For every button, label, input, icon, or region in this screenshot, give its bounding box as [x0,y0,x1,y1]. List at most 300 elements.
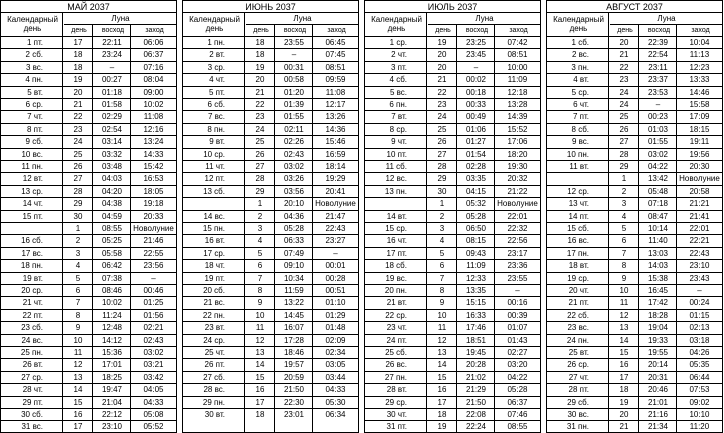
moon-day-cell: 3 [621,199,627,209]
moon-day-cell: 14 [73,385,83,395]
moonset-cell: 16:59 [325,149,346,159]
moonset-cell: 22:01 [507,211,528,221]
moonrise-cell: 01:39 [283,100,305,109]
moonset-cell: 08:51 [325,62,346,72]
calendar-day-cell: 16 вс. [567,236,589,246]
moon-day-cell: 6 [257,261,263,271]
calendar-day-cell: 24 пн. [566,335,589,345]
calendar-day-cell: 22 пт. [22,310,43,320]
moon-day-cell: 23 [437,100,447,109]
header-moon: Луна [246,13,359,25]
moon-day-cell: 6 [75,286,81,295]
moonrise-cell: 20:28 [465,360,487,370]
moonset-cell: 10:10 [689,410,710,419]
moon-day-cell: 7 [621,248,627,258]
moon-day-cell: 12 [619,310,629,320]
moonrise-cell: 23:01 [283,410,305,419]
table-row [183,371,358,383]
moon-day-cell: 25 [437,124,447,134]
table-row [1,98,176,110]
moonrise-cell: 07:18 [647,199,669,209]
moonset-cell: 13:33 [689,75,710,85]
moonrise-cell: 03:35 [465,174,487,184]
moonset-cell: 22:01 [689,224,710,233]
moonrise-cell: 03:32 [101,149,123,159]
moonrise-cell: 08:47 [647,211,669,221]
moonset-cell: 06:34 [325,410,346,419]
moon-day-cell: 27 [619,137,629,147]
moonset-cell: 01:15 [689,310,710,320]
month-title: АВГУСТ 2037 [546,0,723,13]
moonrise-cell: 02:43 [283,149,305,159]
calendar-day-cell: 7 чт. [27,112,43,122]
moonrise-cell: – [473,62,479,72]
moonset-cell: 06:37 [507,397,528,407]
calendar-day-cell: 14 чт. [22,199,43,209]
moon-day-cell: 10 [437,310,447,320]
moonset-cell: 06:06 [143,38,164,47]
moonrise-cell: 11:24 [102,310,122,320]
moonrise-cell: 08:15 [465,236,487,246]
moonset-cell: 05:28 [507,385,528,395]
moonrise-cell: 07:38 [101,273,123,283]
moonset-cell: 06:44 [689,372,710,382]
moonrise-cell: 21:50 [465,397,487,407]
moon-day-cell: 27 [437,149,447,159]
moon-day-cell: 24 [437,112,447,122]
table-row [183,284,358,296]
header-moon-day: день [71,27,87,34]
table-row [547,296,722,308]
moonrise-cell: 01:58 [101,100,123,109]
calendar-day-cell: 3 пн. [571,62,589,72]
table-row [1,247,176,259]
moonrise-cell: 02:11 [284,124,304,134]
moon-day-cell: 23 [619,75,629,85]
month-column [0,0,177,433]
moonset-cell: 15:42 [143,162,164,171]
moon-day-cell: 9 [621,273,627,283]
moonrise-cell: 02:54 [101,124,123,134]
moon-day-cell: 28 [255,174,265,184]
moonrise-cell: 04:03 [101,174,123,184]
moonset-cell: Новолуние [133,224,174,233]
calendar-day-cell: 9 вт. [209,137,225,147]
header-moon: Луна [64,13,177,25]
moonset-cell: 08:04 [143,75,164,85]
table-row [1,334,176,346]
table-row [365,383,540,395]
moon-day-cell: 29 [73,199,83,209]
calendar-day-cell: 23 вс. [567,323,589,333]
moonrise-cell: 13:35 [465,286,487,295]
moonset-cell: 07:16 [143,62,164,72]
moonrise-cell: 04:20 [101,186,123,196]
moonset-cell: 07:53 [689,385,710,395]
header-moon-day: день [435,27,451,34]
moonrise-cell: 17:42 [647,298,669,308]
calendar-day-cell: 15 сб. [567,224,589,233]
moonset-cell: 20:30 [689,162,710,171]
table-row [365,284,540,296]
table-row [365,172,540,184]
calendar-day-cell: 19 вс. [385,273,407,283]
moonrise-cell: 21:50 [283,385,305,395]
moonset-cell: 02:09 [325,335,346,345]
moon-day-cell: 4 [621,211,627,221]
calendar-day-cell: 27 ср. [21,372,43,382]
table-row [1,210,176,222]
moonset-cell: 22:43 [689,248,710,258]
table-row [1,123,176,135]
table-row [365,148,540,160]
calendar-day-cell: 20 чт. [568,286,589,295]
moonset-cell: 03:05 [325,360,346,370]
moonrise-cell: 19:45 [465,348,487,357]
calendar-day-cell: 30 сб. [21,410,43,419]
moonset-cell: 11:08 [143,112,164,122]
column-header [364,13,541,36]
moonset-cell: 08:51 [507,50,528,60]
moon-day-cell: 23 [255,112,265,122]
column-divider [426,13,427,433]
calendar-day-cell: 2 вт. [209,50,225,60]
month-title: ИЮНЬ 2037 [182,0,359,13]
moonset-cell: 20:32 [507,174,528,184]
table-row [547,86,722,98]
moon-day-cell: 3 [75,248,81,258]
moonrise-cell: 04:22 [647,162,669,171]
calendar-day-cell: 10 пн. [566,149,589,159]
calendar-day-cell: 18 вт. [568,261,589,271]
moon-day-cell: 5 [75,273,81,283]
moonrise-cell: 19:57 [283,360,305,370]
moon-day-cell: 30 [73,211,83,221]
moon-day-cell: 13 [255,348,265,357]
table-row [365,321,540,333]
table-row [1,172,176,184]
calendar-day-cell: 17 пн. [566,248,589,258]
moon-day-cell: 2 [439,211,445,221]
calendar-day-cell: 30 вс. [567,410,589,419]
table-row [183,383,358,395]
rows-body [182,36,359,433]
table-row [183,36,358,48]
moon-day-cell: 7 [257,273,263,283]
table-row [183,48,358,60]
moonrise-cell: 05:32 [465,199,487,209]
moonrise-cell: 01:55 [283,112,305,122]
table-row [1,110,176,122]
moonset-cell: 01:43 [507,335,528,345]
table-row [183,110,358,122]
table-row [183,358,358,370]
moonset-cell: 18:20 [507,149,528,159]
moon-day-cell: 4 [439,236,445,246]
moonset-cell: – [515,286,520,295]
calendar-day-cell: 19 ср. [567,273,589,283]
calendar-day-cell: 10 ср. [203,149,225,159]
moonrise-cell: 06:50 [465,224,487,233]
rows-body [0,36,177,433]
moon-day-cell: 12 [255,335,265,345]
moonset-cell: 04:33 [325,385,346,395]
moonrise-cell: 03:56 [283,186,305,196]
moonrise-cell: 01:18 [101,87,123,97]
calendar-day-cell: 10 вс. [21,149,43,159]
moonset-cell: 15:58 [689,100,710,109]
moonrise-cell: 18:51 [465,335,487,345]
table-row [1,222,176,234]
table-row [547,222,722,234]
calendar-day-cell: 17 вс. [21,248,43,258]
moonset-cell: 01:48 [325,323,346,333]
moonset-cell: 12:23 [689,62,710,72]
moon-day-cell: 30 [437,186,447,196]
table-row [547,234,722,246]
table-row [1,309,176,321]
moon-day-cell: 22 [437,87,447,97]
moon-day-cell: 8 [439,286,445,295]
moonrise-cell: 22:08 [465,410,487,419]
calendar-day-cell: 4 вт. [573,75,589,85]
table-row [365,309,540,321]
moon-day-cell: 26 [437,137,447,147]
table-row [547,259,722,271]
moonrise-cell: 15:36 [101,348,123,357]
moon-day-cell: 13 [437,348,447,357]
moon-day-cell: 20 [437,62,447,72]
calendar-day-cell: 20 сб. [203,286,225,295]
header-calendar-day: Календарный день [189,15,240,33]
moonset-cell: 18:05 [143,186,164,196]
table-row [547,334,722,346]
moonrise-cell: 17:28 [283,335,305,345]
moonset-cell: 04:22 [507,372,528,382]
moon-day-cell: 20 [619,410,629,419]
moonrise-cell: 22:11 [102,38,122,47]
moon-day-cell: 21 [437,75,447,85]
moonrise-cell: 02:26 [283,137,305,147]
calendar-day-cell: 22 сб. [567,310,589,320]
table-row [365,185,540,197]
table-row [183,309,358,321]
calendar-day-cell: 23 сб. [21,323,43,333]
moon-day-cell: 19 [437,38,447,47]
moonset-cell: 14:36 [325,124,346,134]
table-row [365,98,540,110]
moon-day-cell: 28 [73,186,83,196]
moonset-cell: 21:22 [507,186,528,196]
moon-day-cell: 3 [257,224,263,233]
calendar-day-cell: 13 сб. [203,186,225,196]
table-row [365,160,540,172]
calendar-day-cell: 16 вт. [204,236,225,246]
moonrise-cell: 19:33 [647,335,669,345]
table-row [365,110,540,122]
moon-day-cell: 16 [73,410,83,419]
moonset-cell: 12:18 [507,87,528,97]
calendar-day-cell: 3 ср. [207,62,225,72]
moon-day-cell: 20 [437,50,447,60]
moon-day-cell: 11 [437,323,447,333]
moon-day-cell: 29 [437,174,447,184]
moon-day-cell: 19 [619,397,629,407]
moon-day-cell: 11 [619,298,629,308]
moonset-cell: 02:43 [143,335,164,345]
moonset-cell: 21:41 [689,211,710,221]
moonrise-cell: 02:29 [101,112,123,122]
moonset-cell: 05:08 [143,410,164,419]
calendar-day-cell: 22 ср. [385,310,407,320]
moonrise-cell: 16:45 [647,286,669,295]
moonrise-cell: 01:54 [465,149,487,159]
moonrise-cell: 06:42 [101,261,123,271]
moon-day-cell: 26 [619,124,629,134]
header-calendar-day: Календарный день [7,15,58,33]
table-row [547,48,722,60]
moonset-cell: 23:10 [689,261,710,271]
moonrise-cell: 10:14 [647,224,669,233]
calendar-day-cell: 18 сб. [385,261,407,271]
moonset-cell: 14:33 [143,149,164,159]
table-row [547,61,722,73]
table-row [1,135,176,147]
moonrise-cell: 11:59 [284,286,304,295]
moonset-cell: – [333,248,338,258]
table-row [1,197,176,209]
table-row [1,371,176,383]
calendar-day-cell: 17 пт. [386,248,407,258]
table-row [547,98,722,110]
table-row [547,247,722,259]
calendar-day-cell: 29 ср. [385,397,407,407]
calendar-day-cell: 2 сб. [25,50,43,60]
table-row [183,135,358,147]
calendar-day-cell: 7 пт. [572,112,589,122]
month-title: МАЙ 2037 [0,0,177,13]
moonrise-cell: 05:25 [101,236,123,246]
calendar-day-cell: 29 пт. [22,397,43,407]
moonrise-cell: 16:07 [283,323,305,333]
calendar-day-cell: 25 пн. [20,348,43,357]
calendar-day-cell: 31 вс. [21,422,43,432]
moonrise-cell: 22:39 [647,38,669,47]
moonset-cell: 00:28 [325,273,346,283]
moonrise-cell: 17:01 [101,360,123,370]
calendar-day-cell: 2 чт. [391,50,407,60]
header-moonrise: восход [647,27,671,34]
moon-day-cell: 10 [619,286,629,295]
calendar-day-cell: 9 вс. [571,137,589,147]
moonset-cell: 23:36 [507,261,528,271]
calendar-day-cell [365,198,427,209]
calendar-day-cell: 24 ср. [203,335,225,345]
column-header [546,13,723,36]
moon-day-cell: 21 [73,100,83,109]
calendar-day-cell: 15 ср. [385,224,407,233]
calendar-day-cell: 18 чт. [204,261,225,271]
calendar-day-cell: 2 вс. [571,50,589,60]
table-row [365,234,540,246]
moon-day-cell: 15 [437,372,447,382]
moon-day-cell: 28 [437,162,447,171]
table-row [365,420,540,432]
moonset-cell: 21:47 [325,211,346,221]
column-header [0,13,177,36]
table-row [365,247,540,259]
table-row [183,346,358,358]
moonrise-cell: 23:37 [647,75,669,85]
header-moon-day: день [617,27,633,34]
moon-day-cell: 24 [255,124,265,134]
moon-day-cell: 11 [73,348,83,357]
table-row [1,160,176,172]
moonrise-cell: – [291,50,297,60]
calendar-day-cell: 21 вт. [386,298,407,308]
column-divider [62,13,63,433]
column-divider [274,25,275,433]
calendar-day-cell: 27 чт. [568,372,589,382]
moonset-cell: 14:46 [689,87,710,97]
header-moonrise: восход [465,27,489,34]
table-row [1,284,176,296]
moon-day-cell: 23 [73,124,83,134]
moon-day-cell: 21 [619,50,629,60]
moon-day-cell: 4 [257,236,263,246]
moon-day-cell: 17 [437,397,447,407]
column-divider [92,25,93,433]
moonset-cell: 18:14 [325,162,346,171]
table-row [547,135,722,147]
calendar-day-cell: 5 пт. [208,87,225,97]
calendar-day-cell: 17 ср. [203,248,225,258]
table-row [183,234,358,246]
moonset-cell: 00:51 [325,286,346,295]
moonset-cell: 13:24 [143,137,164,147]
moon-day-cell: 21 [255,87,265,97]
moon-day-cell: 25 [255,137,265,147]
table-row [1,234,176,246]
moonset-cell: 05:30 [325,397,346,407]
moon-day-cell: 29 [255,186,265,196]
table-row [365,296,540,308]
moonset-cell: 08:55 [507,422,528,432]
moonrise-cell: 04:59 [101,211,123,221]
moonrise-cell: 15:38 [647,273,669,283]
moonrise-cell: 01:20 [283,87,305,97]
moonset-cell: 21:46 [143,236,164,246]
moonrise-cell: 14:03 [647,261,669,271]
calendar-day-cell: 12 пт. [204,174,225,184]
calendar-day-cell: 31 пн. [566,422,589,432]
table-row [365,197,540,209]
moonset-cell: 22:56 [507,236,528,246]
header-moon: Луна [610,13,723,25]
calendar-day-cell: 13 ср. [21,186,43,196]
table-row [183,185,358,197]
moonrise-cell: 03:02 [283,162,305,171]
moonset-cell: 10:00 [507,62,528,72]
table-row [547,148,722,160]
moon-day-cell: 16 [255,385,265,395]
moonrise-cell: 06:33 [283,236,305,246]
moonset-cell: 11:08 [325,87,346,97]
moonrise-cell: 13:03 [647,248,669,258]
table-row [365,259,540,271]
moonrise-cell: 11:40 [648,236,668,246]
moon-day-cell: 18 [437,410,447,419]
